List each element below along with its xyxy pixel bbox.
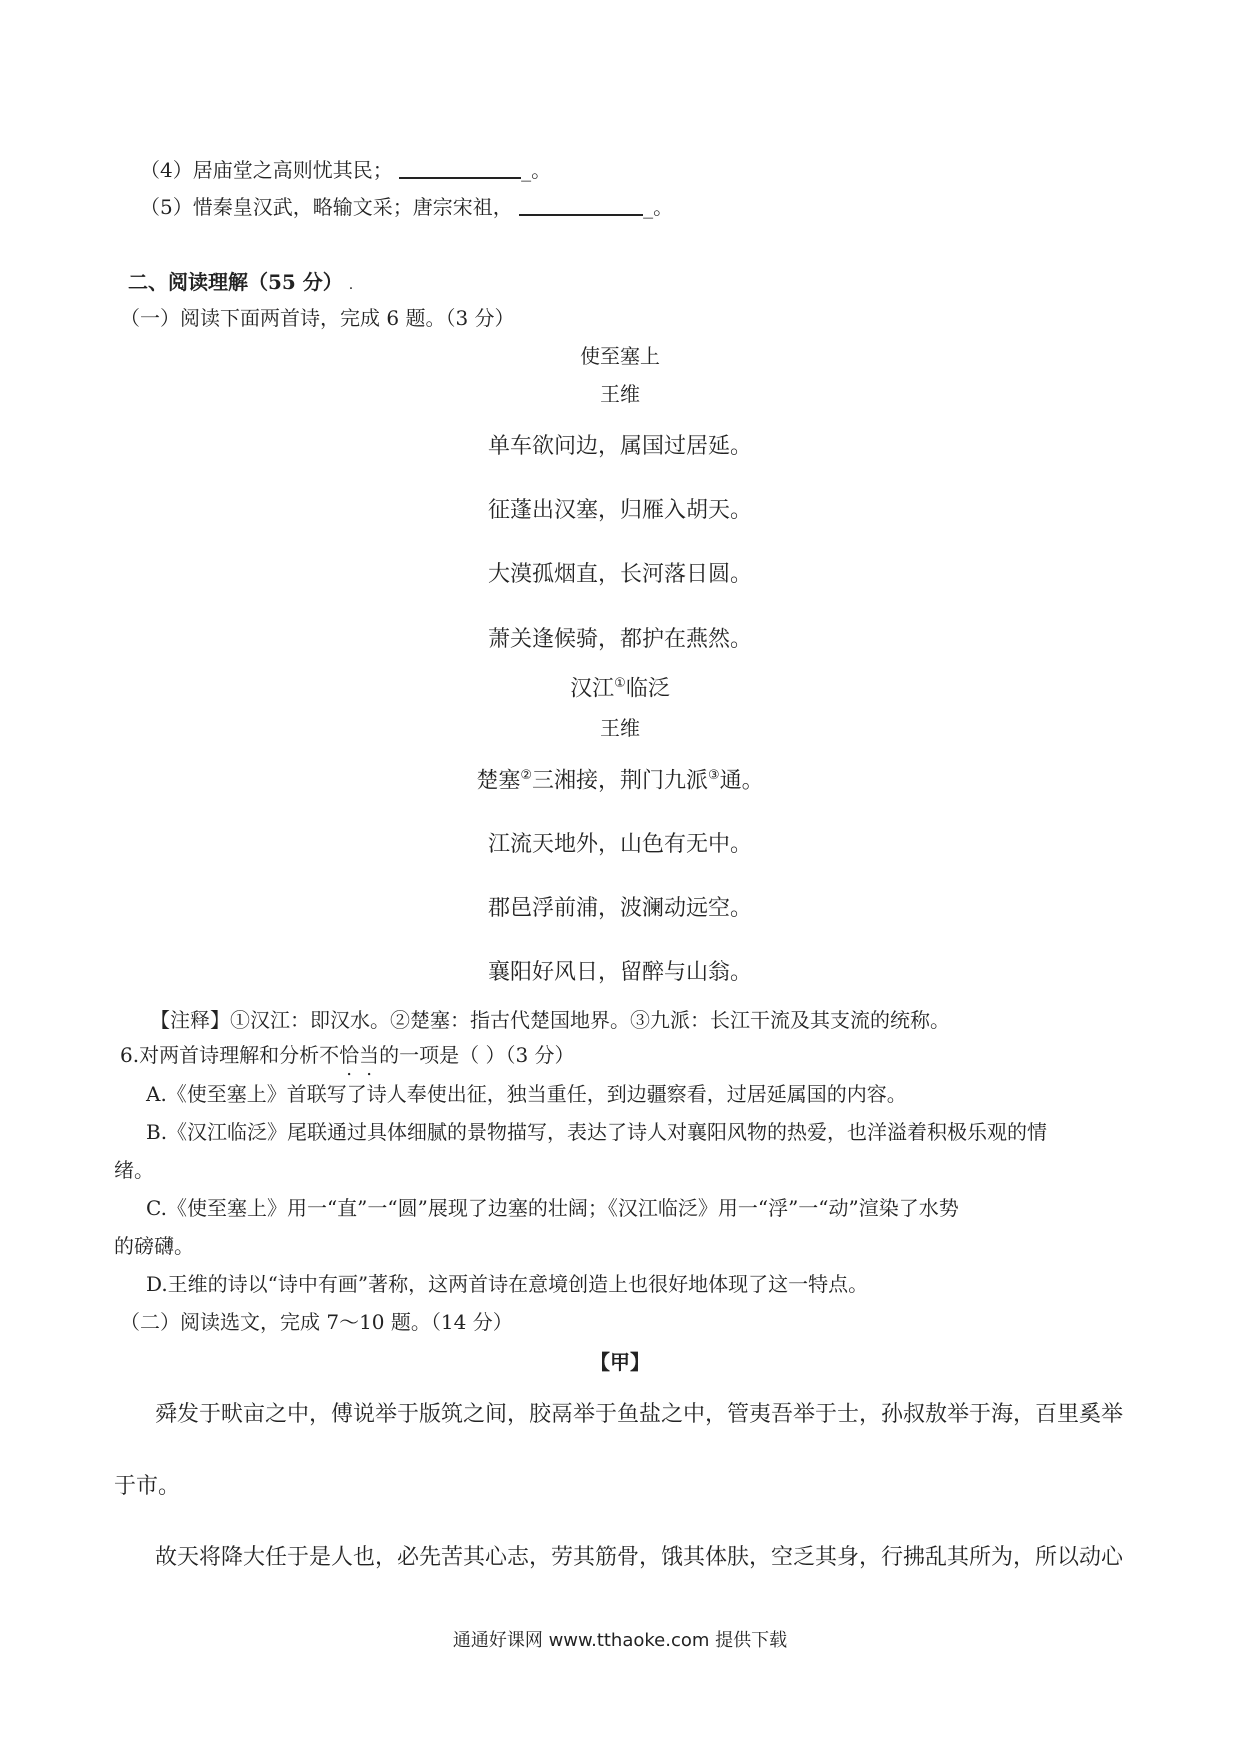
poem-line: 萧关逢候骑，都护在燕然。 bbox=[487, 627, 752, 652]
poem-line: 郡邑浮前浦，波澜动远空。 bbox=[487, 896, 752, 921]
poem-title: 汉江①临泛 bbox=[570, 676, 670, 702]
option-b-continued: 绪。 bbox=[114, 1158, 154, 1182]
poem-line: 襄阳好风日，留醉与山翁。 bbox=[487, 960, 752, 985]
item-end: _。 bbox=[521, 158, 552, 182]
option-d[interactable]: D.王维的诗以“诗中有画”著称，这两首诗在意境创造上也很好地体现了这一特点。 bbox=[146, 1272, 869, 1296]
item-text: 居庙堂之高则忧其民； bbox=[192, 158, 393, 182]
page-footer: 通通好课网 www.tthaoke.com 提供下载 bbox=[452, 1630, 788, 1651]
answer-blank[interactable] bbox=[519, 196, 643, 216]
item-end: _。 bbox=[643, 195, 674, 219]
part-intro: （二）阅读选文，完成 7～10 题。（14 分） bbox=[120, 1310, 513, 1334]
option-a[interactable]: A.《使至塞上》首联写了诗人奉使出征，独当重任，到边疆察看，过居延属国的内容。 bbox=[146, 1082, 907, 1106]
option-c-continued: 的磅礴。 bbox=[114, 1234, 194, 1258]
item-text: 惜秦皇汉武，略输文采；唐宗宋祖， bbox=[192, 195, 513, 219]
part-intro: （一）阅读下面两首诗，完成 6 题。（3 分） bbox=[120, 306, 515, 330]
poem-line: 江流天地外，山色有无中。 bbox=[487, 832, 752, 857]
poem-title: 使至塞上 bbox=[580, 344, 660, 368]
passage-text: 舜发于畎亩之中，傅说举于版筑之间，胶鬲举于鱼盐之中，管夷吾举于士，孙叔敖举于海，百里奚举 bbox=[155, 1402, 1124, 1427]
passage-text: 故天将降大任于是人也，必先苦其心志，劳其筋骨，饿其体肤，空乏其身，行拂乱其所为，所以动心 bbox=[155, 1545, 1124, 1570]
poem-line: 征蓬出汉塞，归雁入胡天。 bbox=[487, 498, 752, 523]
option-b[interactable]: B.《汉江临泛》尾联通过具体细腻的景物描写，表达了诗人对襄阳风物的热爱，也洋溢着积极乐观的情 bbox=[146, 1120, 1048, 1144]
item-number: （5） bbox=[140, 195, 193, 219]
item-number: （4） bbox=[140, 158, 193, 182]
passage-text: 于市。 bbox=[114, 1474, 181, 1499]
poem-author: 王维 bbox=[600, 716, 640, 740]
poem-line: 楚塞②三湘接，荆门九派③通。 bbox=[476, 768, 764, 794]
fill-item-4 bbox=[140, 158, 551, 182]
annotation-note: 【注释】①汉江：即汉水。②楚塞：指古代楚国地界。③九派：长江干流及其支流的统称。 bbox=[150, 1008, 950, 1032]
option-c[interactable]: C.《使至塞上》用一“直”一“圆”展现了边塞的壮阔；《汉江临泛》用一“浮”一“动”渲染了水势 bbox=[146, 1196, 959, 1220]
question-stem: 6.对两首诗理解和分析不恰当的一项是（ ）（3 分） bbox=[120, 1043, 575, 1067]
poem-line: 大漠孤烟直，长河落日圆。 bbox=[487, 562, 752, 587]
poem-author: 王维 bbox=[600, 382, 640, 406]
section-heading: 二、阅读理解（55 分） . bbox=[128, 270, 354, 294]
poem-line: 单车欲问边，属国过居延。 bbox=[487, 434, 752, 459]
answer-blank[interactable] bbox=[399, 159, 521, 179]
passage-label: 【甲】 bbox=[590, 1350, 650, 1374]
fill-item-5 bbox=[140, 195, 673, 219]
